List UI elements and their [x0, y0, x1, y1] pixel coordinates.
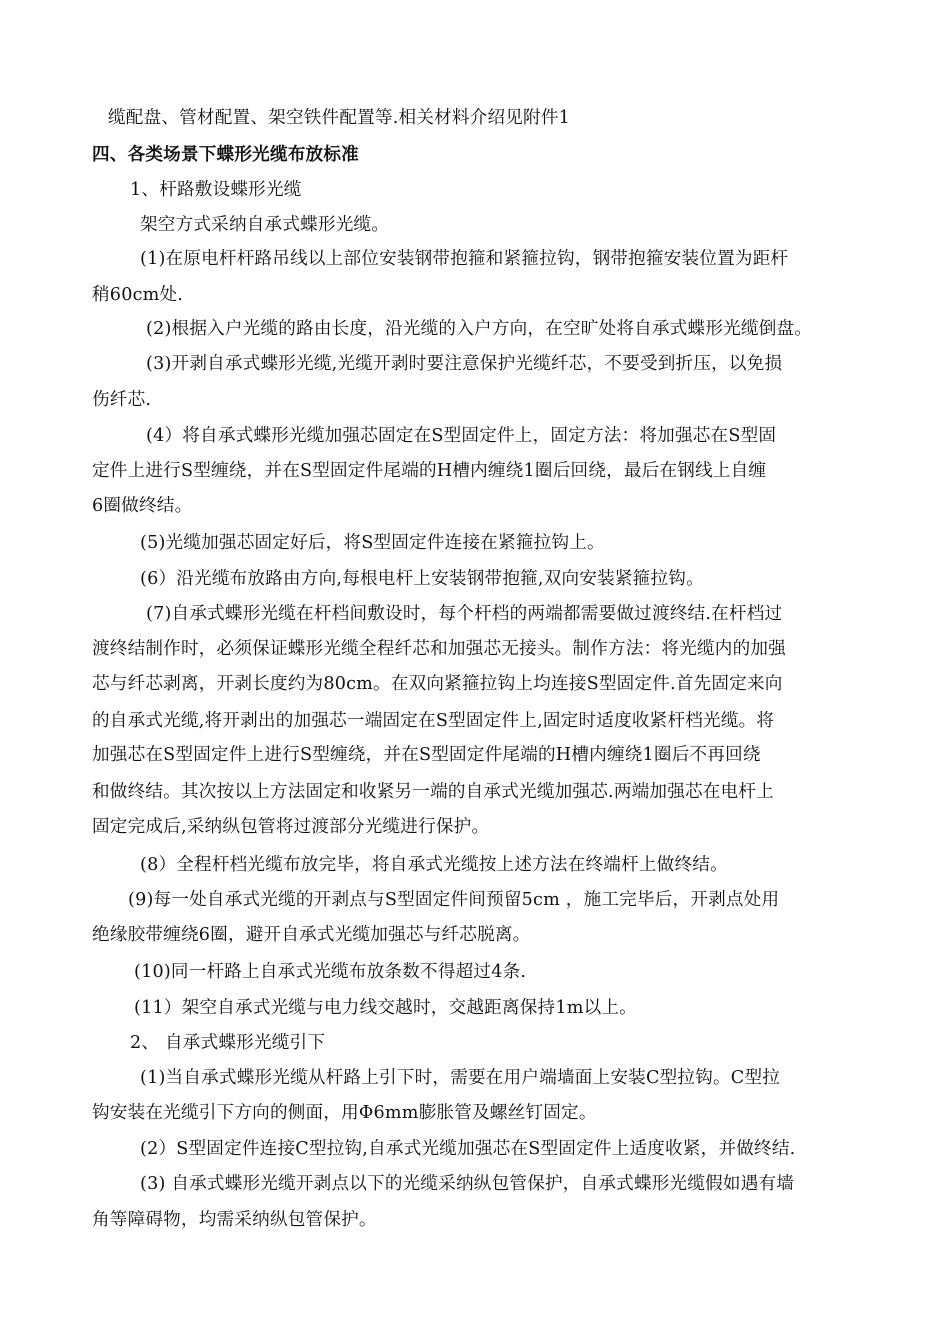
paragraph-line: 架空方式采纳自承式蝶形光缆。 — [140, 215, 390, 235]
paragraph-line: (10)同一杆路上自承式光缆布放条数不得超过4条. — [134, 962, 527, 982]
paragraph-line: (2）S型固定件连接C型拉钩,自承式光缆加强芯在S型固定件上适度收紧，并做终结. — [140, 1139, 796, 1159]
paragraph-line: 芯与纤芯剥离，开剥长度约为80cm。在双向紧箍拉钩上均连接S型固定件.首先固定来向 — [92, 674, 783, 694]
text-line-continuation: 缆配盘、管材配置、架空铁件配置等.相关材料介绍见附件1 — [108, 108, 571, 128]
paragraph-line: (7)自承式蝶形光缆在杆档间敷设时，每个杆档的两端都需要做过渡终结.在杆档过 — [146, 604, 783, 624]
paragraph-line: 定件上进行S型缠绕，并在S型固定件尾端的H槽内缠绕1圈后回绕，最后在钢线上自缠 — [92, 461, 767, 481]
paragraph-line: (2)根据入户光缆的路由长度，沿光缆的入户方向，在空旷处将自承式蝶形光缆倒盘。 — [146, 319, 813, 339]
paragraph-line: (11）架空自承式光缆与电力线交越时，交越距离保持1m以上。 — [134, 998, 637, 1018]
paragraph-line: 角等障碍物，均需采纳纵包管保护。 — [92, 1210, 377, 1230]
section-heading: 四、各类场景下蝶形光缆布放标准 — [92, 144, 359, 165]
paragraph-line: (3) 自承式蝶形光缆开剥点以下的光缆采纳纵包管保护，自承式蝶形光缆假如遇有墙 — [140, 1174, 795, 1194]
paragraph-line: (3)开剥自承式蝶形光缆,光缆开剥时要注意保护光缆纤芯，不要受到折压，以免损 — [146, 354, 783, 374]
paragraph-line: (6）沿光缆布放路由方向,每根电杆上安装钢带抱箍,双向安装紧箍拉钩。 — [140, 569, 704, 589]
paragraph-line: (5)光缆加强芯固定好后，将S型固定件连接在紧箍拉钩上。 — [140, 533, 605, 553]
paragraph-line: 伤纤芯. — [92, 390, 152, 410]
paragraph-line: (1)当自承式蝶形光缆从杆路上引下时，需要在用户端墙面上安装C型拉钩。C型拉 — [140, 1068, 781, 1088]
paragraph-line: 渡终结制作时，必须保证蝶形光缆全程纤芯和加强芯无接头。制作方法：将光缆内的加强 — [92, 639, 786, 659]
paragraph-line: 绝缘胶带缠绕6圈，避开自承式光缆加强芯与纤芯脱离。 — [92, 925, 531, 945]
paragraph-line: (8）全程杆档光缆布放完毕，将自承式光缆按上述方法在终端杆上做终结。 — [140, 855, 728, 875]
paragraph-line: 的自承式光缆,将开剥出的加强芯一端固定在S型固定件上,固定时适度收紧杆档光缆。将 — [92, 711, 775, 731]
paragraph-line: 加强芯在S型固定件上进行S型缠绕，并在S型固定件尾端的H槽内缠绕1圈后不再回绕 — [92, 745, 761, 765]
subsection-heading-2: 2、 自承式蝶形光缆引下 — [130, 1033, 326, 1053]
paragraph-line: (1)在原电杆杆路吊线以上部位安装钢带抱箍和紧箍拉钩，钢带抱箍安装位置为距杆 — [140, 249, 789, 269]
paragraph-line: 固定完成后,采纳纵包管将过渡部分光缆进行保护。 — [92, 817, 490, 837]
paragraph-line: 和做终结。其次按以上方法固定和收紧另一端的自承式光缆加强芯.两端加强芯在电杆上 — [92, 782, 774, 802]
paragraph-line: 钩安装在光缆引下方向的侧面，用Φ6mm膨胀管及螺丝钉固定。 — [92, 1103, 597, 1123]
paragraph-line: 稍60cm处. — [92, 285, 184, 305]
subsection-heading-1: 1、杆路敷设蝶形光缆 — [130, 180, 302, 200]
paragraph-line: 6圈做终结。 — [92, 496, 193, 516]
paragraph-line: (4）将自承式蝶形光缆加强芯固定在S型固定件上，固定方法：将加强芯在S型固 — [146, 426, 777, 446]
paragraph-line: (9)每一处自承式光缆的开剥点与S型固定件间预留5cm ，施工完毕后，开剥点处用 — [128, 890, 780, 910]
